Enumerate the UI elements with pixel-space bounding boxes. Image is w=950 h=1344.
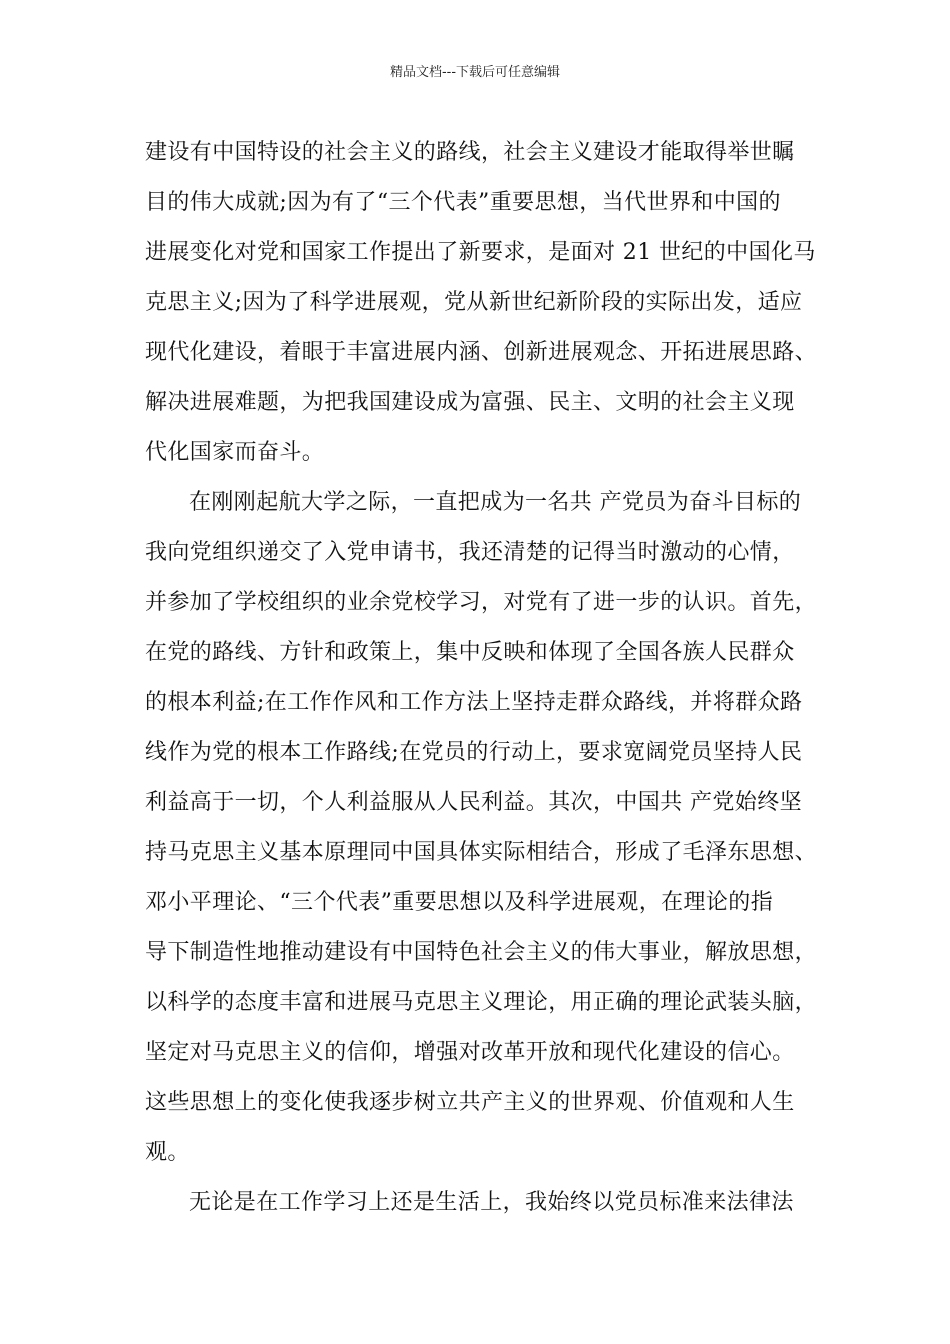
body-text (145, 128, 818, 1228)
text-line: 目的伟大成就;因为有了“三个代表”重要思想，当代世界和中国的 (145, 190, 781, 215)
text-line: 在刚刚起航大学之际，一直把成为一名共 产党员为奋斗目标的 (189, 490, 802, 515)
text-line: 我向党组织递交了入党申请书，我还清楚的记得当时激动的心情， (145, 540, 795, 565)
text-line: 导下制造性地推动建设有中国特色社会主义的伟大事业，解放思想， (145, 940, 818, 965)
text-line: 的根本利益;在工作作风和工作方法上坚持走群众路线，并将群众路 (145, 690, 803, 715)
text-line: 解决进展难题，为把我国建设成为富强、民主、文明的社会主义现 (145, 390, 795, 415)
text-line: 线作为党的根本工作路线;在党员的行动上，要求宽阔党员坚持人民 (145, 740, 803, 765)
paragraph-2 (145, 478, 818, 1178)
text-line: 坚定对马克思主义的信仰，增强对改革开放和现代化建设的信心。 (145, 1040, 795, 1065)
text-line: 利益高于一切，个人利益服从人民利益。其次，中国共 产党始终坚 (145, 790, 802, 815)
text-line: 观。 (145, 1140, 190, 1165)
text-line: 以科学的态度丰富和进展马克思主义理论，用正确的理论武装头脑， (145, 990, 818, 1015)
paragraph-1 (145, 128, 818, 478)
text-line: 进展变化对党和国家工作提出了新要求，是面对 21 世纪的中国化马 (145, 240, 816, 265)
text-line: 代化国家而奋斗。 (145, 440, 325, 465)
text-line: 并参加了学校组织的业余党校学习，对党有了进一步的认识。首先， (145, 590, 818, 615)
text-line: 无论是在工作学习上还是生活上，我始终以党员标准来法律法 (189, 1190, 794, 1215)
paragraph-3 (145, 1178, 815, 1228)
page-header: 精品文档---下载后可任意编辑 (389, 65, 561, 80)
text-line: 在党的路线、方针和政策上，集中反映和体现了全国各族人民群众 (145, 640, 795, 665)
text-line: 这些思想上的变化使我逐步树立共产主义的世界观、价值观和人生 (145, 1090, 795, 1115)
text-line: 邓小平理论、“三个代表”重要思想以及科学进展观，在理论的指 (145, 890, 774, 915)
text-line: 建设有中国特设的社会主义的路线，社会主义建设才能取得举世瞩 (145, 140, 795, 165)
text-line: 克思主义;因为了科学进展观，党从新世纪新阶段的实际出发，适应 (145, 290, 803, 315)
text-line: 持马克思主义基本原理同中国具体实际相结合，形成了毛泽东思想、 (145, 840, 818, 865)
text-line: 现代化建设，着眼于丰富进展内涵、创新进展观念、开拓进展思路、 (145, 340, 818, 365)
